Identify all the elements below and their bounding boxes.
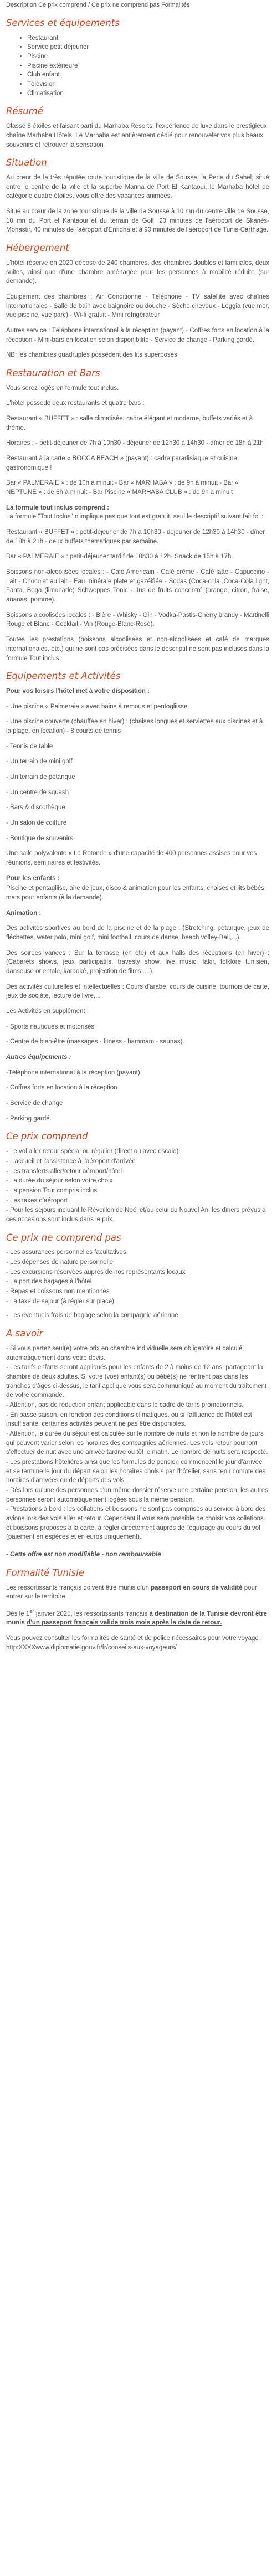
list-item: - En basse saison, en fonction des conditions climatiques, ou si l'affluence de l'hôtel est insuffisante, certaines activités peuvent ne pas être disponibles. [6, 1411, 252, 1428]
formalite-paragraph [6, 1634, 269, 1652]
animation-paragraph: Des activités sportives au bord de la piscine et de la plage : (Stretching, pétanque, jeux de fléchettes, water polo, mini golf, mini football, cours de danse, beach volley-Ball,...). [6, 925, 269, 942]
restaurants-paragraph: Bar « PALMERAIE » : de 10h à minuit - Bar « MARHABA » : de 9h à minuit - Bar « NEPTUNE » : de 6h à minuit - Bar Piscine « MARHABA CLUB » : de 9h à minuit [6, 480, 239, 496]
list-item: - Service de change [6, 1100, 63, 1107]
hebergement-note: NB: les chambres quadruples possèdent des lits superposés [6, 352, 177, 359]
list-item: - Les dépenses de nature personnelle [6, 1259, 114, 1266]
breadcrumb[interactable]: Description Ce prix comprend / Ce prix ne comprend pas Formalités [6, 2, 190, 8]
formula-text: La formule "Tout Inclus" n'implique pas que tout est gratuit, seul le descriptif suivant fait foi : [6, 513, 264, 521]
formalite-text: Dès le 1 [6, 1610, 30, 1617]
formalite-text: Les ressortissants français doivent être munis d'un [6, 1584, 151, 1591]
services-list [6, 34, 269, 99]
activites-list [6, 702, 269, 844]
list-item: - L'accueil et l'assistance à l'aéroport d'arrivée [6, 1158, 136, 1165]
list-item: - La pension Tout compris inclus [6, 1187, 98, 1194]
list-item: - Pour les séjours incluant le Réveillon de Noël et/ou celui du Nouvel An, les dîners prévus à ces occasions sont inclus dans le prix. [6, 1207, 266, 1223]
list-item: - Coffres forts en location à la réception [6, 1084, 117, 1092]
list-item: - Un centre de squash [6, 789, 69, 796]
animation-title: Animation : [6, 909, 42, 917]
passport-validity: passeport en cours de validité [151, 1584, 243, 1591]
animation-paragraph: Des soirées variées : Sur la terrasse (en été) et aux halls des réceptions (en hiver) : (Cabarets shows, jeux participatifs, travesty show, live music, fakir, folklore tunisien, danseuse orientale, karaoké, projection de films,....). [6, 949, 269, 975]
list-item: - Bars & discothèque [6, 804, 65, 811]
list-item: - Une piscine « Palmeraie » avec bains à remous et pentogliisse [6, 703, 188, 710]
list-item: - Les tarifs enfants seront appliqués pour les enfants de 2 à moins de 12 ans, partageant la chambre de deux adultes. Si votre (vos) enfant(s) ou bébé(s) ne rentrent pas dans les tranches d'âges ci-dessus, le tarif appliqué vous sera communiqué au moment du traitement de votre commande. [6, 1364, 267, 1399]
activites-free-title: Pour vos loisirs l'hôtel met à votre disposition : [6, 687, 150, 695]
resume-text: Classé 5 étoiles et faisant parti du Marhaba Resorts, l'expérience de luxe dans le prestigieux chaîne Marhaba Hôtels, Le Marhaba est entièrement dédié pour renouveler vos plus beaux souvenirs et retrouver la sensation [6, 123, 267, 148]
list-item: - Sports nautiques et motorisés [6, 1023, 95, 1030]
hebergement-paragraph: L'hôtel réserve en 2020 dépose de 240 chambres, des chambres doubles et familiales, deux suites, ainsi que d'une chambre aménagée pour les personnes à mobilité réduite (sur demande). [6, 259, 269, 285]
restaurants-paragraph: Bar « PALMERAIE » : petit-déjeuner tardif de 10h30 à 12h- Snack de 15h à 17h. [6, 553, 233, 561]
kids-title: Pour les enfants : [6, 875, 60, 882]
list-item: - Les excursions réservées auprès de nos représentants locaux [6, 1268, 186, 1276]
inclus-title: Ce prix comprend [6, 1131, 88, 1142]
list-item: - Les transferts aller/retour aéroport/hôtel [6, 1168, 122, 1175]
list-item: - Dès lors qu'une des personnes d'un même dossier réserve une certaine pension, les autres personnes seront automatiquement logées sous la même pension. [6, 1487, 268, 1503]
list-item: - Un terrain de pétanque [6, 774, 75, 780]
list-item: • Télévision [27, 80, 269, 89]
animation-paragraph: Des activités culturelles et intellectuelles : Cours d'arabe, cours de cuisine, tournois de carte, jeux de société, lecture de livre,... [6, 983, 269, 1000]
list-item: - Une piscine couverte (chauffée en hiver) : (chaises longues et serviettes aux piscines et à la plage, en location) - 8 courts de tennis [6, 718, 263, 734]
formalite-text: pour entrer sur le territoire. [6, 1584, 257, 1601]
other-equipment-list [6, 1068, 269, 1124]
savoir-title: A savoir [6, 1328, 43, 1339]
restaurants-paragraph: Boissons non-alcoolisées locales : - Café Americain - Café crème - Café latte - Capuccino - Lait - Chocolat au lait - Eau minérale plate et gazéifiée - Sodas (Coca-cola ,Coca-Cola light, Fanta, Boga (limonade) Schweppes Tonic - Jus de fruits concentré (orange, citron, fraise, ananas, pomme). [6, 569, 269, 604]
list-item: - Boutique de souvenirs. [6, 835, 75, 842]
list-item: - Attention, la durée du séjour est calculée sur le nombre de nuits et non le nombre de jours qui peuvent varier selon les horaires des compagnies aériennes. Les vols retour pourront s'effectuer de nuit avec une arrivée tardive ou tôt le matin. Le nombre de nuits sera respecté. [6, 1430, 268, 1456]
multi-room-text: Une salle polyvalente « La Rotonde » d'une capacité de 400 personnes assises pour vos réunions, séminaires et festivités. [6, 850, 257, 867]
inclus-list [6, 1147, 269, 1224]
list-item: - Le vol aller retour spécial ou régulier (direct ou avec escale) [6, 1148, 179, 1155]
activites-title: Equipements et Activités [6, 671, 121, 682]
hebergement-paragraph: Autres service : Téléphone international à la réception (payant) - Coffres forts en location à la réception - Mini-bars en location selon disponibilité - Service de change - Parking gardé. [6, 327, 269, 343]
formalite-title: Formalité Tunisie [6, 1567, 84, 1578]
hebergement-paragraph: Equipement des chambres : Air Conditionné - Téléphone - TV satellite avec chaînes internationales - Salle de bain avec baignoire ou douche - Sèche cheveux - Loggia (vue mer, vue piscine, vue parc) - Wi-fi gratuit - Mini réfrigérateur [6, 293, 269, 319]
diplomatie-link[interactable]: Vous pouvez consulter les formalités de santé et de police nécessaires pour votre voyage : http:XXXXwww.diplomatie.gouv.fr/fr/conseils-aux-voyageurs/ [6, 1635, 263, 1651]
formalite-paragraph [6, 1608, 269, 1628]
list-item: - Parking gardé. [6, 1115, 52, 1122]
list-item: - La taxe de séjour (à régler sur place) [6, 1298, 114, 1305]
list-item: - Prestations à bord : les collations et boissons ne sont pas comprises au service à bord des avions lors des vols aller et retour. Cependant il vous sera possible de choisir vos collations et boissons proposés à la carte, à régler directement auprès de l'équipage au cours du vol (paiement en espèces et en euros uniquement). [6, 1506, 266, 1541]
restaurants-paragraph: L'hôtel possède deux restaurants et quatre bars : [6, 400, 145, 407]
formalite-sup: er [29, 1608, 34, 1615]
services-title: Services et équipements [6, 17, 120, 28]
list-item: • Service petit déjeuner [27, 43, 269, 52]
formula-title: La formule tout inclus comprend : [6, 504, 109, 511]
list-item: - Un salon de coiffure [6, 820, 67, 827]
kids-text: Piscine et pentagliise, aire de jeux, disco & animation pour les enfants, chaises et lits bébés, mats pour enfants (à la demande). [6, 885, 266, 902]
list-item: -Téléphone international à la réception (payant) [6, 1069, 140, 1076]
restaurants-title: Restauration et Bars [6, 367, 100, 378]
non-refundable-note: - Cette offre est non modifiable - non remboursable [6, 1551, 161, 1559]
situation-paragraph: Situé au cœur de la zone touristique de la ville de Sousse à 10 mn du centre ville de Sousse, 10 mn du Port el Kantaoui et du terrain de Golf, 20 minutes de l'aéroport de Skanès-Monastir, 40 minutes de l'aéroport d'Enfidha et à 90 minutes de l'aéroport de Tunis-Carthage. [6, 208, 269, 234]
resume-title: Résumé [6, 106, 43, 117]
list-item: - La durée du séjour selon votre choix [6, 1178, 113, 1185]
restaurants-paragraph: Toutes les prestations (boissons alcoolisées et non-alcoolisées et café de marques internationales, etc.) qui ne sont pas précisées dans le descriptif ne sont pas incluses dans la formule Tout inclus. [6, 636, 269, 662]
list-item: • Piscine [27, 52, 269, 61]
list-item: • Climatisation [27, 89, 269, 99]
savoir-list [6, 1344, 269, 1542]
restaurants-paragraph: Restaurant « BUFFET » : petit-déjeuner de 7h à 10h30 - déjeuner de 12h30 à 14h30 - dîner de 18h à 21h - deux buffets thématiques par semaine. [6, 529, 265, 545]
exclus-list [6, 1248, 269, 1320]
restaurants-paragraph: Restaurant « BUFFET » : salle climatisée, cadre élégant et moderne, buffets variés et à thème. [6, 415, 253, 431]
list-item: • Piscine extérieure [27, 61, 269, 71]
list-item: - Les taxes d'aéroport [6, 1197, 68, 1204]
paid-activities-list [6, 1022, 269, 1047]
list-item: - Attention, pas de réduction enfant applicable dans le cadre de tarifs promotionnels. [6, 1401, 244, 1408]
restaurants-paragraph: Restaurant à la carte « BOCCA BEACH » (payant) : cadre paradisiaque et cuisine gastronomique ! [6, 455, 237, 471]
restaurants-paragraph: Boissons alcoolisées locales : - Bière - Whisky - Gin - Vodka-Pastis-Cherry brandy - Martinelli Rouge et Blanc - Cocktail - Vin (Rouge-Blanc-Rosé). [6, 611, 269, 628]
restaurants-paragraph: Horaires : - petit-déjeuner de 7h à 10h30 - déjeuner de 12h30 à 14h30 - dîner de 18h à 21h [6, 440, 264, 447]
restaurants-intro: Vous serez logés en formule tout inclus. [6, 384, 119, 392]
situation-title: Situation [6, 157, 47, 168]
formalite-bold-underlined: d'un passeport français valide trois mois après la date de retour. [27, 1619, 222, 1627]
situation-paragraph: Au cœur de la très réputée route touristique de la ville de Sousse, la Perle du Sahel, situé entre le centre de la ville et la superbe Marina de Port El Kantaoui, le Marhaba hôtel de catégorie quatre étoiles, vous offre des vacances animées. [6, 174, 269, 200]
list-item: - Les prestations hôtelières ainsi que les formules de pension commencent le jour d'arrivée et se termine le jour du départ selon les horaires choisis par l'hôtelier, sans tenir compte des horaires d'arrivées ou de départs des vols. [6, 1459, 266, 1484]
list-item: - Le port des bagages à l'hôtel [6, 1278, 92, 1286]
formalite-paragraph [6, 1583, 269, 1602]
exclus-title: Ce prix ne comprend pas [6, 1232, 121, 1243]
other-equipment-title: Autres équipements : [6, 1054, 71, 1061]
hebergement-title: Hébergement [6, 243, 69, 254]
formalite-text: janvier 2025, les ressortissants français [34, 1610, 150, 1617]
list-item: • Restaurant [27, 34, 269, 43]
list-item: - Un terrain de mini golf [6, 758, 73, 765]
formalite-bold: à destination de la Tunisie devront être munis [6, 1610, 268, 1627]
list-item: - Les assurances personnelles facultatives [6, 1249, 126, 1256]
paid-activities-title: Les Activités en supplément : [6, 1008, 89, 1015]
list-item: - Centre de bien-être (massages - fitness - hammam - saunas). [6, 1038, 184, 1046]
list-item: - Si vous partez seul(e) votre prix en chambre individuelle sera obligatoire et calculé automatiquement dans votre devis. [6, 1345, 243, 1361]
list-item: - Repas et boissons non mentionnés [6, 1288, 110, 1295]
list-item: - Les éventuels frais de bagage selon la compagnie aérienne [6, 1312, 178, 1319]
list-item: - Tennis de table [6, 743, 53, 750]
list-item: • Club enfant [27, 70, 269, 80]
